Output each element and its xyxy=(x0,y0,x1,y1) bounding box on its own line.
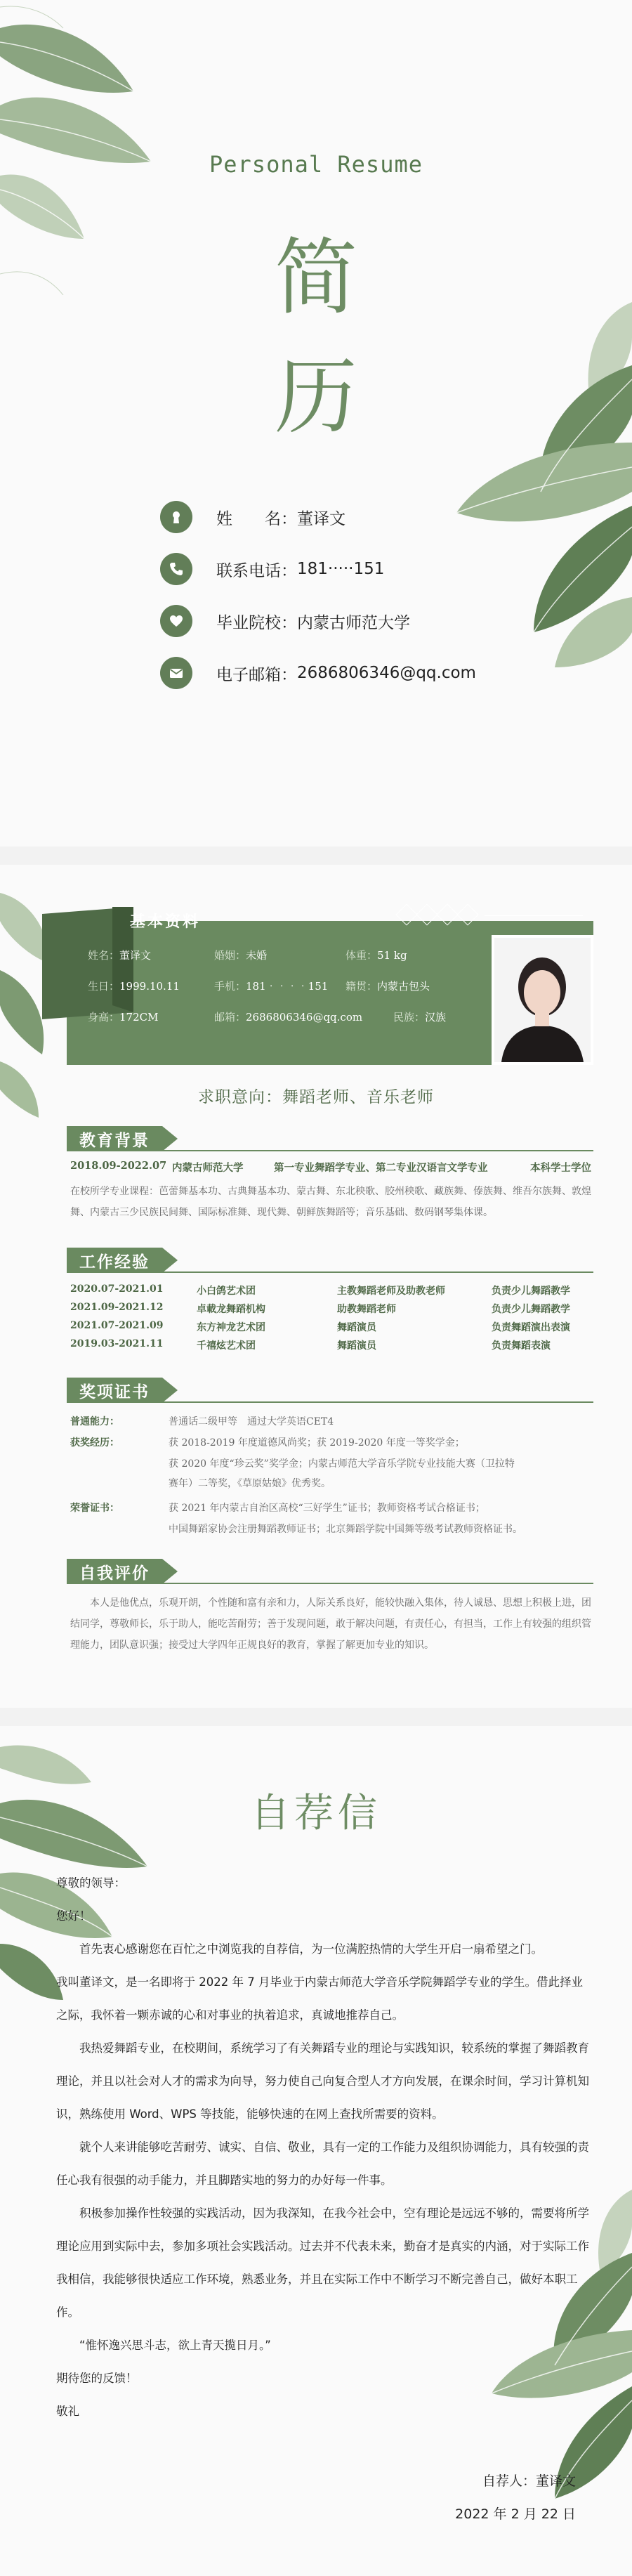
basic-field: 身高：172CM xyxy=(88,1011,159,1024)
letter-closing: 敬礼 xyxy=(56,2405,79,2418)
phone-icon xyxy=(160,553,192,585)
letter-paragraph: 首先衷心感谢您在百忙之中浏览我的自荐信，为一位满腔热情的大学生开启一扇希望之门。 xyxy=(79,1942,543,1956)
heart-icon xyxy=(160,605,192,637)
keyhole-icon xyxy=(160,501,192,533)
contact-value: 2686806346@qq.com xyxy=(297,664,476,682)
cover-letter-page xyxy=(0,1726,632,2576)
resume-page: 基本资料 姓名：董译文 婚姻：未婚 体重：51 kg 生日：1999.10.11 手机：181‧‧‧‧151 籍贯：内蒙古包头 身高：172CM 邮箱：2686806346@qq.com 民族：汉族 求职意向：舞蹈老师、音乐老师 教育背景 2018.09-2022.07 内蒙古师范大学 第一专业舞蹈学专业、第二专业汉语言文学专业 本科学士学位 在校所学专业课程：芭蕾舞基本功、古典舞基本功、蒙古舞、东北秧歌、胶州秧歌、藏族舞、傣族舞、维吾尔族舞、敦煌舞、内蒙古三少民族民间舞、国际标准舞、现代舞、朝鲜族舞蹈等；音乐基础、数码钢琴集体课。 工作经验 2020.07-2021.01 小白鸽艺术团 主教舞蹈老师及助教老师 负责少儿舞蹈教学 2021.09-2021.12 卓載龙舞蹈机构 助教舞蹈老师 负责少儿舞蹈教学 2021.07-2021.09 东方神龙艺术团 舞蹈演员 负责舞蹈演出表演 2019.03-2021.11 千禧炫艺术团 舞蹈演员 负责舞蹈表演 奖项证书 普通能力： 普通话二级甲等 通过大学英语CET4 获奖经历： 获 2018-2019 年度道德风尚奖；获 2019-2020 年度一等奖学金； 获 2020 年度“珍云奖”奖学金；内蒙古师范大学音乐学院专业技能大赛（卫拉特 赛年）二等奖，《草原姑娘》优秀奖。 荣誉证书： 获 2021 年内蒙古自治区高校“三好学生”证书；教师资格考试合格证书； 中国舞蹈家协会注册舞蹈教师证书；北京舞蹈学院中国舞等级考试教师资格证书。 自我评价 本人是他优点，乐观开朗，个性随和富有亲和力，人际关系良好，能较快融入集体，待人诚恳、思想上积极上进，团结同学，尊敬师长，乐于助人，能吃苦耐劳；善于发现问题，敢于解决问题，有责任心，有担当，工作上有较强的组织管理能力，团队意识强；接受过大学四年正规良好的教育，掌握了解更加专业的知识。 xyxy=(0,865,632,1708)
mail-icon xyxy=(160,657,192,689)
contact-value: 181‧‧‧‧‧151 xyxy=(297,560,385,578)
contact-label: 联系电话： xyxy=(216,561,297,580)
contact-phone xyxy=(160,552,476,586)
cover-title-zh-2: 历 xyxy=(274,348,357,445)
section-title-awards: 奖项证书 xyxy=(67,1378,162,1403)
self-evaluation: 本人是他优点，乐观开朗，个性随和富有亲和力，人际关系良好，能较快融入集体，待人诚恳、思想上积极上进，团结同学，尊敬师长，乐于助人，能吃苦耐劳；善于发现问题，敢于解决问题，有责任心，有担当，工作上有较强的组织管理能力，团队意识强；接受过大学四年正规良好的教育，掌握了解更加专业的知识。 xyxy=(70,1597,591,1651)
basic-field: 手机：181‧‧‧‧151 xyxy=(214,980,329,993)
letter-date: 2022 年 2 月 22 日 xyxy=(455,2506,576,2522)
basic-field: 姓名：董译文 xyxy=(88,949,152,962)
basic-field: 籍贯：内蒙古包头 xyxy=(345,980,430,993)
contact-email xyxy=(160,656,476,690)
letter-signer: 自荐人：董译文 xyxy=(482,2473,576,2489)
contact-value: 董译文 xyxy=(297,509,345,528)
profile-photo xyxy=(492,935,593,1065)
letter-paragraph: 积极参加操作性较强的实践活动，因为我深知，在我今社会中，空有理论是远远不够的，需要将所学理论应用到实际中去，参加多项社会实践活动。过去并不代表未来，勤奋才是真实的内涵，对于实际工作我相信，我能够很快适应工作环境，熟悉业务，并且在实际工作中不断学习不断完善自己，做好本职工作。 xyxy=(56,2206,589,2319)
contact-list xyxy=(160,500,476,708)
letter-hello: 您好！ xyxy=(56,1909,91,1923)
letter-expect: 期待您的反馈！ xyxy=(56,2372,138,2385)
basic-field: 邮箱：2686806346@qq.com xyxy=(214,1011,363,1024)
education-courses: 在校所学专业课程：芭蕾舞基本功、古典舞基本功、蒙古舞、东北秧歌、胶州秧歌、藏族舞、傣族舞、维吾尔族舞、敦煌舞、内蒙古三少民族民间舞、国际标准舞、现代舞、朝鲜族舞蹈等；音乐基础、数码钢琴集体课。 xyxy=(70,1186,591,1218)
divider xyxy=(67,1583,593,1584)
basic-field: 民族：汉族 xyxy=(393,1011,447,1024)
diamond-decoration xyxy=(399,907,480,922)
divider xyxy=(67,1271,593,1273)
section-title-education: 教育背景 xyxy=(67,1126,162,1151)
section-title-work: 工作经验 xyxy=(67,1248,162,1273)
contact-label: 姓 名： xyxy=(216,509,297,528)
basic-field: 体重：51 kg xyxy=(345,949,407,962)
cover-title-en: Personal Resume xyxy=(209,151,423,178)
letter-paragraph: 我叫董译文，是一名即将于 2022 年 7 月毕业于内蒙古师范大学音乐学院舞蹈学专业的学生。借此择业之际，我怀着一颗赤诚的心和对事业的执着追求，真诚地推荐自己。 xyxy=(56,1975,583,2022)
basic-field: 婚姻：未婚 xyxy=(214,949,268,962)
letter-greeting: 尊敬的领导： xyxy=(56,1876,126,1890)
divider xyxy=(485,915,583,916)
basic-info-ribbon xyxy=(42,907,133,1019)
letter-title: 自荐信 xyxy=(251,1791,381,1836)
contact-label: 毕业院校： xyxy=(216,613,297,632)
job-intention: 求职意向：舞蹈老师、音乐老师 xyxy=(198,1088,434,1106)
cover-page xyxy=(0,0,632,846)
divider xyxy=(67,1150,593,1151)
page-gap xyxy=(0,846,632,865)
letter-paragraph: 我热爱舞蹈专业，在校期间，系统学习了有关舞蹈专业的理论与实践知识，较系统的掌握了舞蹈教育理论，并且以社会对人才的需求为向导，努力使自己向复合型人才方向发展，在课余时间，学习计算机知识，熟练使用 Word、WPS 等技能，能够快速的在网上查找所需要的资料。 xyxy=(56,2041,589,2121)
letter-paragraph: 就个人来讲能够吃苦耐劳、诚实、自信、敬业，具有一定的工作能力及组织协调能力，具有较强的责任心我有很强的动手能力，并且脚踏实地的努力的办好每一件事。 xyxy=(56,2140,589,2187)
contact-label: 电子邮箱： xyxy=(216,665,297,684)
cover-title-zh-1: 简 xyxy=(274,229,357,326)
divider xyxy=(67,1401,593,1403)
letter-quote: “惟怀逸兴思斗志，欲上青天揽日月。” xyxy=(79,2339,271,2352)
contact-value: 内蒙古师范大学 xyxy=(297,613,410,632)
basic-field: 生日：1999.10.11 xyxy=(88,980,180,993)
contact-name xyxy=(160,500,476,534)
page-gap xyxy=(0,1708,632,1726)
section-title-self-eval: 自我评价 xyxy=(67,1559,162,1584)
basic-info-title: 基本资料 xyxy=(130,913,201,931)
contact-school xyxy=(160,604,476,638)
